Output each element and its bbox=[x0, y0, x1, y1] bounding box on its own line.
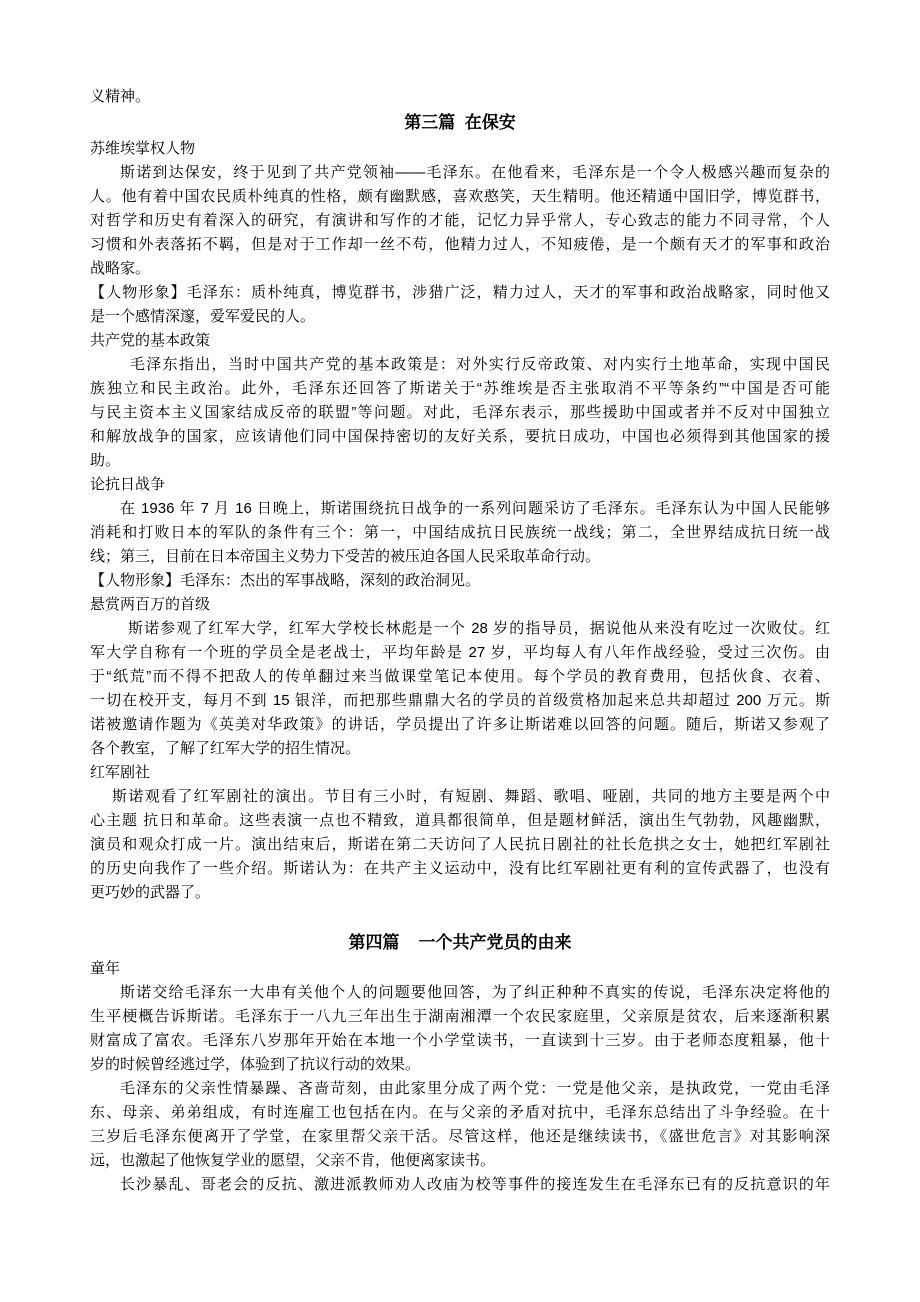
sections-container bbox=[90, 109, 830, 1197]
text-line: 助。 bbox=[90, 452, 121, 469]
text-line: 斯诺观看了红军剧社的演出。节目有三小时，有短剧、舞蹈、歌唱、哑剧，共同的地方主要是两个中 bbox=[112, 788, 830, 805]
subsection bbox=[90, 329, 830, 473]
text-line: 远，也激起了他恢复学业的愿望，父亲不肯，他便离家读书。 bbox=[90, 1152, 496, 1169]
section bbox=[90, 109, 830, 905]
text-line: 三岁后毛泽东便离开了学堂，在家里帮父亲干活。尽管这样，他还是继续读书，《盛世危言》对其影响深 bbox=[90, 1128, 830, 1145]
subsection-title: 悬赏两百万的首级 bbox=[90, 596, 211, 613]
subsection bbox=[90, 473, 830, 593]
subsection bbox=[90, 593, 830, 761]
text-line: 于“纸荒”而不得不把敌人的传单翻过来当做课堂笔记本使用。每个学员的教育费用，包括伙食、衣着、 bbox=[90, 668, 830, 685]
text-line: 一切在校开支，每月不到 15 银洋，而把那些鼎鼎大名的学员的首级赏格加起来总共却超过 200 万元。斯 bbox=[90, 692, 830, 709]
text-line: 线；第三，目前在日本帝国主义势力下受苦的被压迫各国人民采取革命行动。 bbox=[90, 548, 601, 565]
section bbox=[90, 929, 830, 1197]
text-line: 【人物形象】毛泽东：质朴纯真，博览群书，涉猎广泛，精力过人，天才的军事和政治战略家，同时他又 bbox=[90, 284, 830, 301]
paragraph bbox=[90, 1077, 830, 1173]
paragraph bbox=[90, 981, 830, 1077]
paragraph bbox=[90, 617, 830, 761]
text-line: 消耗和打败日本的军队的条件有三个：第一，中国结成抗日民族统一战线；第二，全世界结成抗日统一战 bbox=[90, 524, 830, 541]
text-line: 对哲学和历史有着深入的研究，有演讲和写作的才能，记忆力异乎常人，专心致志的能力不同寻常，个人 bbox=[90, 212, 830, 229]
paragraph bbox=[90, 161, 830, 281]
text-line: 战略家。 bbox=[90, 260, 151, 277]
text-line: 生平梗概告诉斯诺。毛泽东于一八九三年出生于湖南湘潭一个农民家庭里，父亲原是贫农，后来逐渐积累 bbox=[90, 1008, 830, 1025]
subsection-title: 红军剧社 bbox=[90, 764, 151, 781]
subsection-title: 共产党的基本政策 bbox=[90, 332, 211, 349]
text-line: 毛泽东的父亲性情暴躁、吝啬苛刻，由此家里分成了两个党：一党是他父亲，是执政党，一党由毛泽 bbox=[120, 1080, 830, 1097]
text-line: 族独立和民主政治。此外，毛泽东还回答了斯诺关于“苏维埃是否主张取消不平等条约”“中国是否可能 bbox=[90, 380, 830, 397]
text-line: 军大学自称有一个班的学员全是老战士，平均年龄是 27 岁，平均每人有八年作战经验，受过三次伤。由 bbox=[90, 644, 830, 661]
paragraph bbox=[90, 281, 830, 329]
subsection-title: 苏维埃掌权人物 bbox=[90, 140, 196, 157]
section-heading: 第四篇 一个共产党员的由来 bbox=[348, 933, 572, 952]
text-line: 是一个感情深邃，爱军爱民的人。 bbox=[90, 308, 316, 325]
subsection-title: 童年 bbox=[90, 960, 121, 977]
text-line: 心主题 抗日和革命。这些表演一点也不精致，道具都很简单，但是题材鲜活，演出生气勃勃，风趣幽默， bbox=[90, 812, 830, 829]
continued-text-line: 义精神。 bbox=[90, 88, 151, 105]
paragraph bbox=[90, 497, 830, 569]
text-line: 【人物形象】毛泽东：杰出的军事战略，深刻的政治洞见。 bbox=[90, 572, 481, 589]
subsection bbox=[90, 761, 830, 905]
text-line: 毛泽东指出，当时中国共产党的基本政策是：对外实行反帝政策、对内实行土地革命，实现中国民 bbox=[130, 356, 830, 373]
text-line: 更巧妙的武器了。 bbox=[90, 884, 211, 901]
text-line: 人。他有着中国农民质朴纯真的性格，颇有幽默感，喜欢憨笑，天生精明。他还精通中国旧学，博览群书， bbox=[90, 188, 830, 205]
paragraph bbox=[90, 785, 830, 905]
text-line: 和解放战争的国家，应该请他们同中国保持密切的友好关系，要抗日成功，中国也必须得到其他国家的援 bbox=[90, 428, 830, 445]
text-line: 斯诺参观了红军大学，红军大学校长林彪是一个 28 岁的指导员，据说他从来没有吃过一次败仗。红 bbox=[128, 620, 830, 637]
text-line: 斯诺交给毛泽东一大串有关他个人的问题要他回答，为了纠正种种不真实的传说，毛泽东决定将他的 bbox=[120, 984, 830, 1001]
text-line: 的历史向我作了一些介绍。斯诺认为：在共产主义运动中，没有比红军剧社更有利的宣传武器了，也没有 bbox=[90, 860, 830, 877]
paragraph bbox=[90, 353, 830, 473]
subsection bbox=[90, 137, 830, 329]
text-line: 斯诺到达保安，终于见到了共产党领袖——毛泽东。在他看来，毛泽东是一个令人极感兴趣而复杂的 bbox=[120, 164, 830, 181]
paragraph bbox=[90, 1173, 830, 1197]
section-heading: 第三篇 在保安 bbox=[404, 113, 516, 132]
text-line: 东、母亲、弟弟组成，有时连雇工也包括在内。在与父亲的矛盾对抗中，毛泽东总结出了斗争经验。在十 bbox=[90, 1104, 830, 1121]
text-line: 与民主资本主义国家结成反帝的联盟”等问题。对此，毛泽东表示，那些援助中国或者并不反对中国独立 bbox=[90, 404, 830, 421]
text-line: 岁的时候曾经逃过学，体验到了抗议行动的效果。 bbox=[90, 1056, 421, 1073]
paragraph bbox=[90, 569, 830, 593]
text-line: 各个教室，了解了红军大学的招生情况。 bbox=[90, 740, 361, 757]
text-line: 长沙暴乱、哥老会的反抗、激进派教师劝人改庙为校等事件的接连发生在毛泽东已有的反抗意识的年 bbox=[120, 1176, 830, 1193]
text-line: 财富成了富农。毛泽东八岁那年开始在本地一个小学堂读书，一直读到十三岁。由于老师态度粗暴，他十 bbox=[90, 1032, 830, 1049]
subsection-title: 论抗日战争 bbox=[90, 476, 166, 493]
text-line: 诺被邀请作题为《英美对华政策》的讲话，学员提出了许多让斯诺难以回答的问题。随后，斯诺又参观了 bbox=[90, 716, 830, 733]
text-line: 习惯和外表落拓不羁，但是对于工作却一丝不苟，他精力过人，不知疲倦，是一个颇有天才的军事和政治 bbox=[90, 236, 830, 253]
text-line: 演员和观众打成一片。演出结束后，斯诺在第二天访问了人民抗日剧社的社长危拱之女士，她把红军剧社 bbox=[90, 836, 830, 853]
document-body bbox=[90, 85, 830, 1197]
subsection bbox=[90, 957, 830, 1197]
text-line: 在 1936 年 7 月 16 日晚上，斯诺围绕抗日战争的一系列问题采访了毛泽东。毛泽东认为中国人民能够 bbox=[120, 500, 830, 517]
